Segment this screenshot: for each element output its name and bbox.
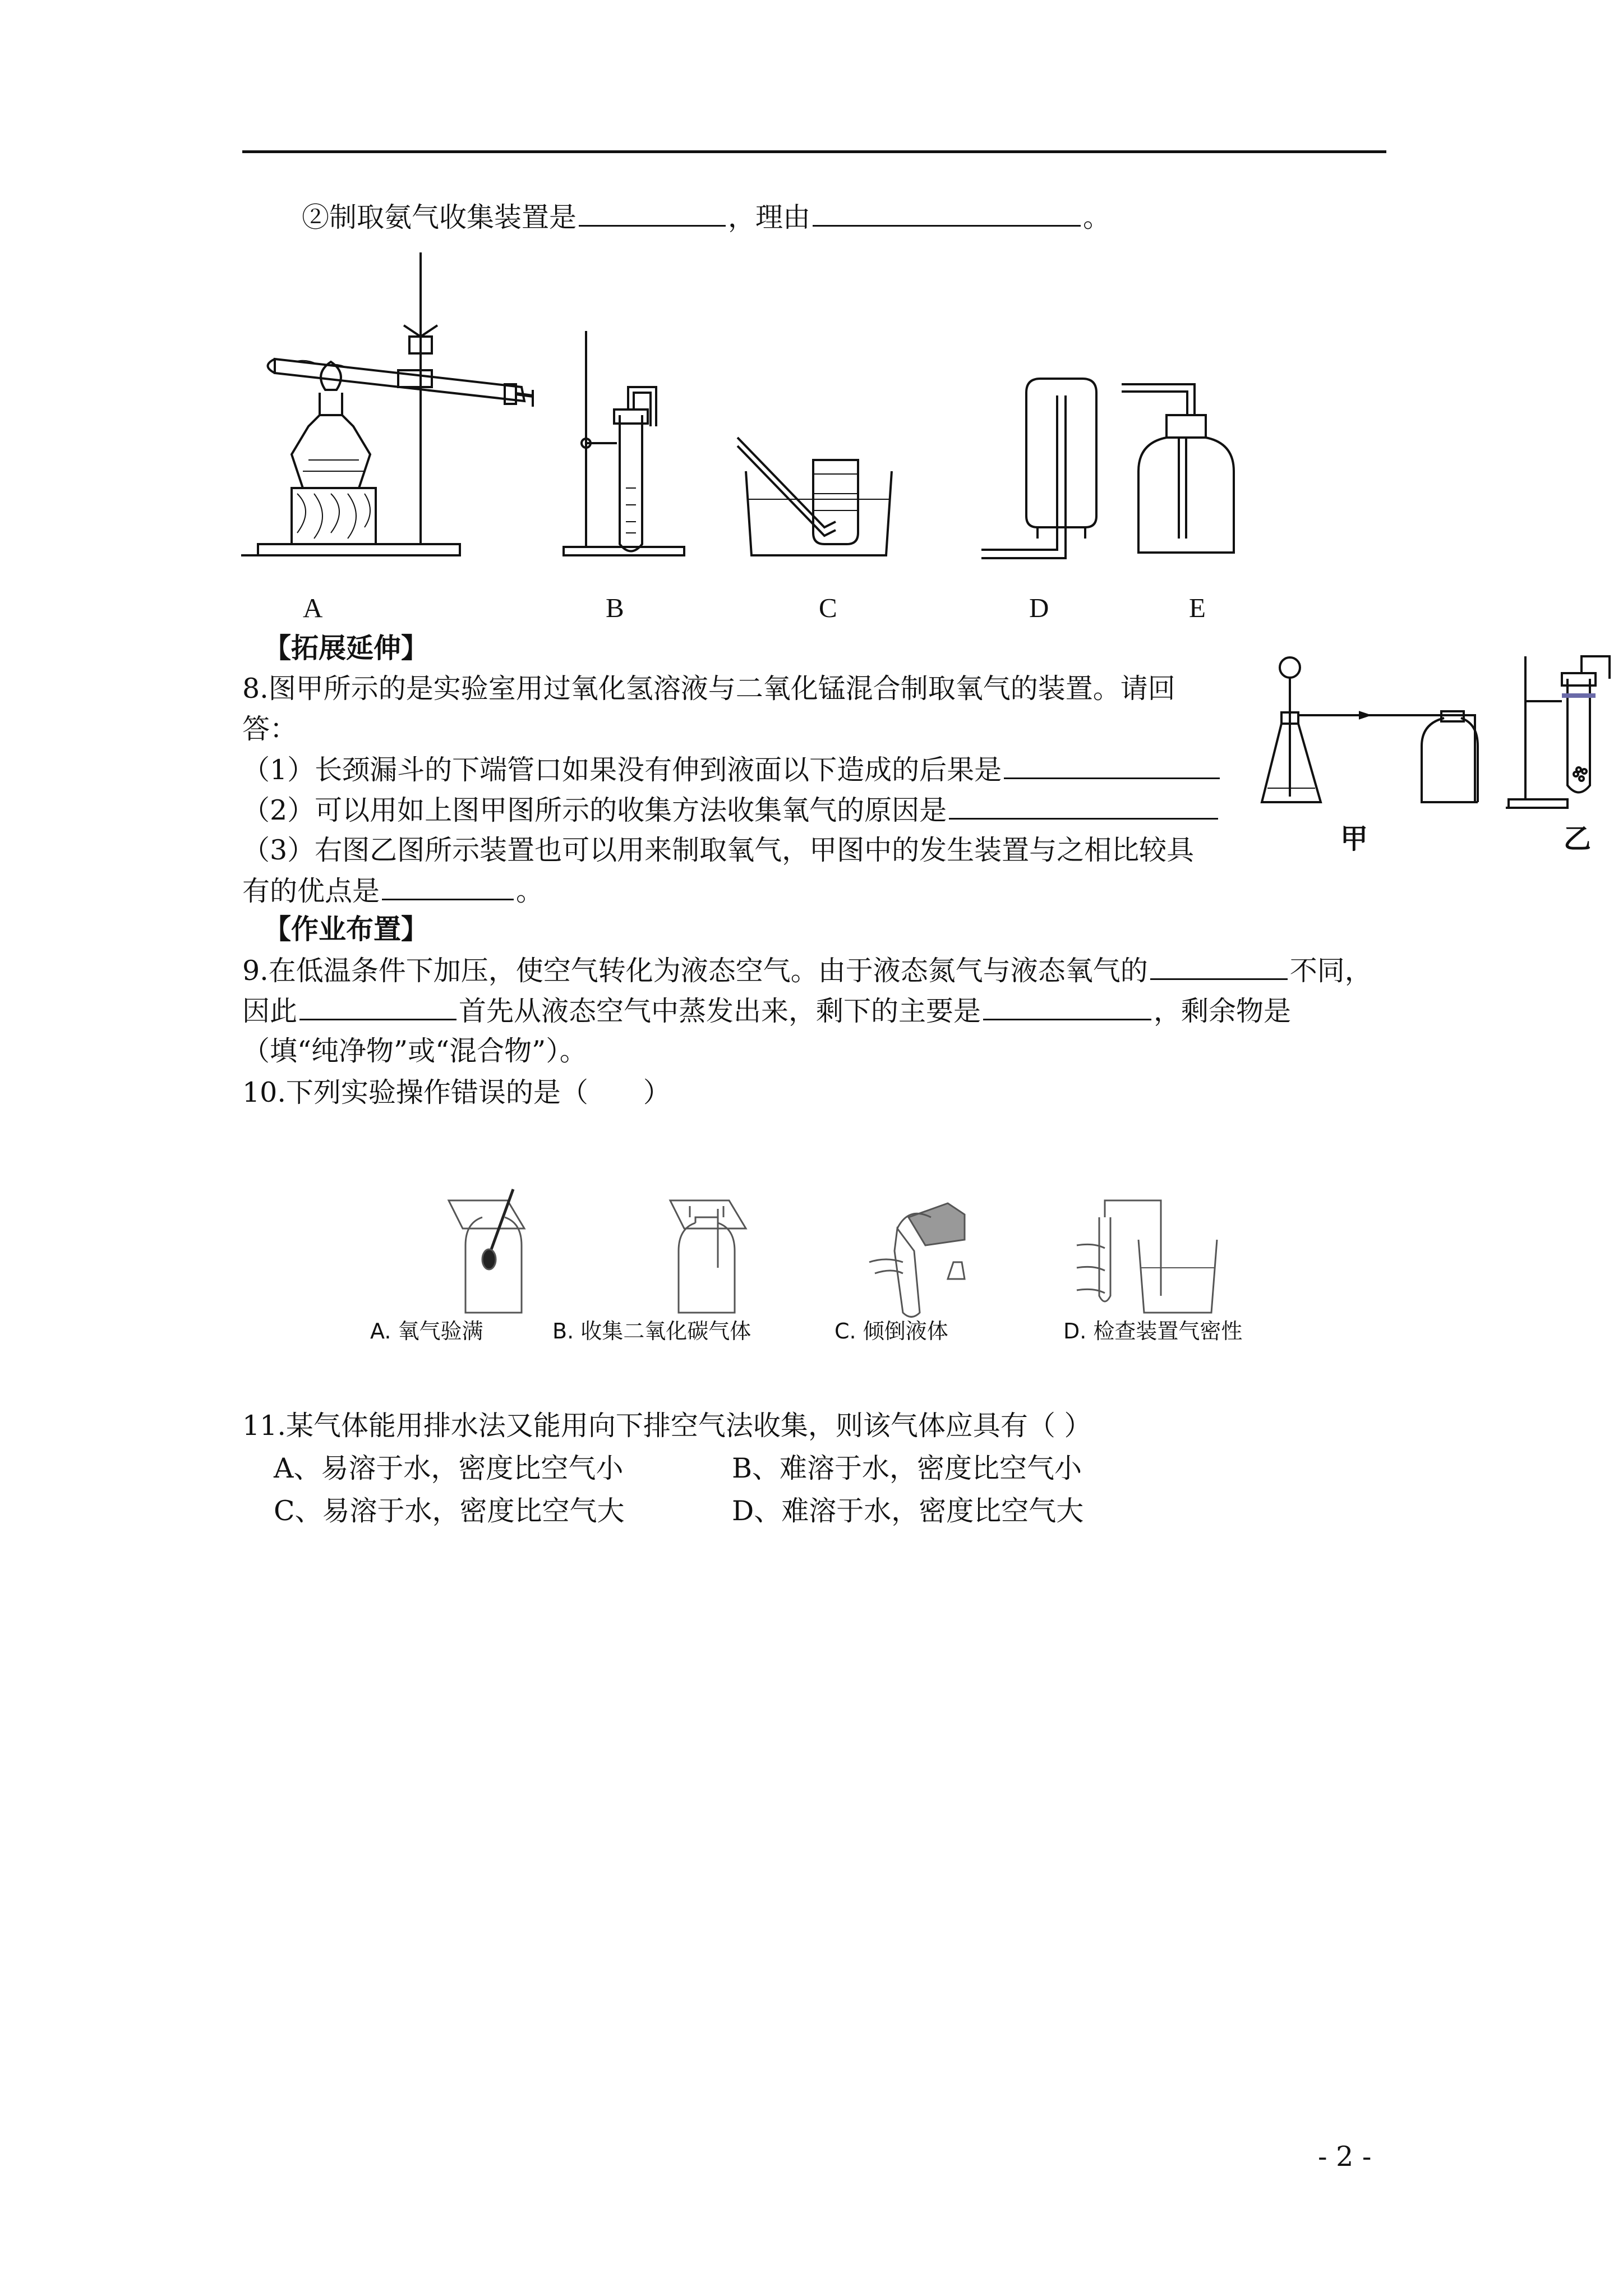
label-e: E (1189, 592, 1206, 623)
q10-option-a[interactable]: A. 氧气验满 (370, 1319, 483, 1343)
q9-l1-end: 不同， (1289, 955, 1372, 987)
q8-line5: （3）右图乙图所示装置也可以用来制取氧气，甲图中的发生装置与之相比较具 (242, 834, 1195, 866)
q9-l2-b: 首先从液态空气中蒸发出来，剩下的主要是 (459, 995, 981, 1027)
q11-option-b[interactable]: B、难溶于水，密度比空气小 (732, 1452, 1082, 1484)
apparatus-d-downward (981, 379, 1096, 558)
label-c: C (819, 592, 837, 623)
q7-mid: ，理由 (728, 201, 811, 233)
q9-l2-a: 因此 (242, 995, 298, 1027)
q8-q3-blank[interactable] (382, 874, 514, 900)
q11-stem: 11.某气体能用排水法又能用向下排空气法收集，则该气体应具有（ ） (242, 1410, 1092, 1442)
q10-options-figure (426, 1184, 1267, 1324)
q8-line6 (242, 874, 543, 908)
q10-option-b-image (670, 1200, 746, 1313)
q10-option-b[interactable]: B. 收集二氧化碳气体 (552, 1319, 751, 1343)
q7-blank-reason[interactable] (813, 200, 1081, 227)
q8-line2: 答： (242, 713, 298, 745)
apparatus-e-gas-bottle (1122, 384, 1234, 553)
apparatus-b-test-tube (564, 331, 684, 555)
q8-line1: 8.图甲所示的是实验室用过氧化氢溶液与二氧化锰混合制取氧气的装置。请回 (242, 673, 1175, 705)
section-extend-title: 【拓展延伸】 (264, 632, 429, 664)
q10-stem: 10.下列实验操作错误的是（ ） (242, 1076, 671, 1108)
q8-q1-blank[interactable] (1004, 753, 1220, 779)
q11-option-c[interactable]: C、易溶于水，密度比空气大 (274, 1495, 625, 1527)
q8-q3-end: 。 (516, 875, 544, 907)
apparatus-figure (241, 247, 1284, 572)
q9-blank-remaining[interactable] (983, 994, 1151, 1020)
q10-option-c[interactable]: C. 倾倒液体 (834, 1319, 948, 1343)
figure-jia (1256, 645, 1497, 813)
q7-end: 。 (1083, 201, 1111, 233)
label-b: B (606, 592, 624, 623)
q10-option-d-image (1077, 1200, 1217, 1313)
q8-line4 (242, 793, 1220, 827)
q9-line1 (242, 954, 1372, 988)
q7-line (302, 200, 1110, 234)
q9-line2 (242, 994, 1291, 1028)
q9-blank-first[interactable] (299, 994, 457, 1020)
q8-q3-text: 有的优点是 (242, 875, 380, 907)
q7-prefix: ②制取氨气收集装置是 (302, 201, 577, 233)
q9-blank-property[interactable] (1150, 954, 1288, 980)
q11-option-a[interactable]: A、易溶于水，密度比空气小 (274, 1452, 624, 1484)
q10-option-c-image (869, 1203, 965, 1317)
q9-l2-c: ，剩余物是 (1154, 995, 1292, 1027)
q9-line3: （填“纯净物”或“混合物”）。 (242, 1035, 587, 1067)
q8-q2-blank[interactable] (949, 793, 1218, 820)
q7-blank-device[interactable] (579, 200, 726, 227)
q10-option-a-image (449, 1189, 524, 1313)
section-homework-title: 【作业布置】 (264, 913, 429, 945)
q8-q1-text: （1）长颈漏斗的下端管口如果没有伸到液面以下造成的后果是 (242, 754, 1002, 786)
figure-jia-label: 甲 (1340, 823, 1368, 855)
q10-option-d[interactable]: D. 检查装置气密性 (1063, 1319, 1243, 1343)
label-d: D (1029, 592, 1049, 623)
q9-l1-text: 9.在低温条件下加压，使空气转化为液态空气。由于液态氮气与液态氧气的 (242, 955, 1148, 987)
q8-line3 (242, 753, 1222, 787)
q11-option-d[interactable]: D、难溶于水，密度比空气大 (732, 1495, 1084, 1527)
figure-yi (1506, 645, 1618, 813)
apparatus-c-water-trough (737, 438, 892, 555)
figure-yi-label: 乙 (1564, 823, 1592, 855)
page-number: - 2 - (1318, 2141, 1372, 2173)
header-rule (242, 150, 1386, 153)
q8-q2-text: （2）可以用如上图甲图所示的收集方法收集氧气的原因是 (242, 794, 947, 826)
label-a: A (303, 592, 323, 623)
apparatus-a-heating (241, 252, 533, 555)
